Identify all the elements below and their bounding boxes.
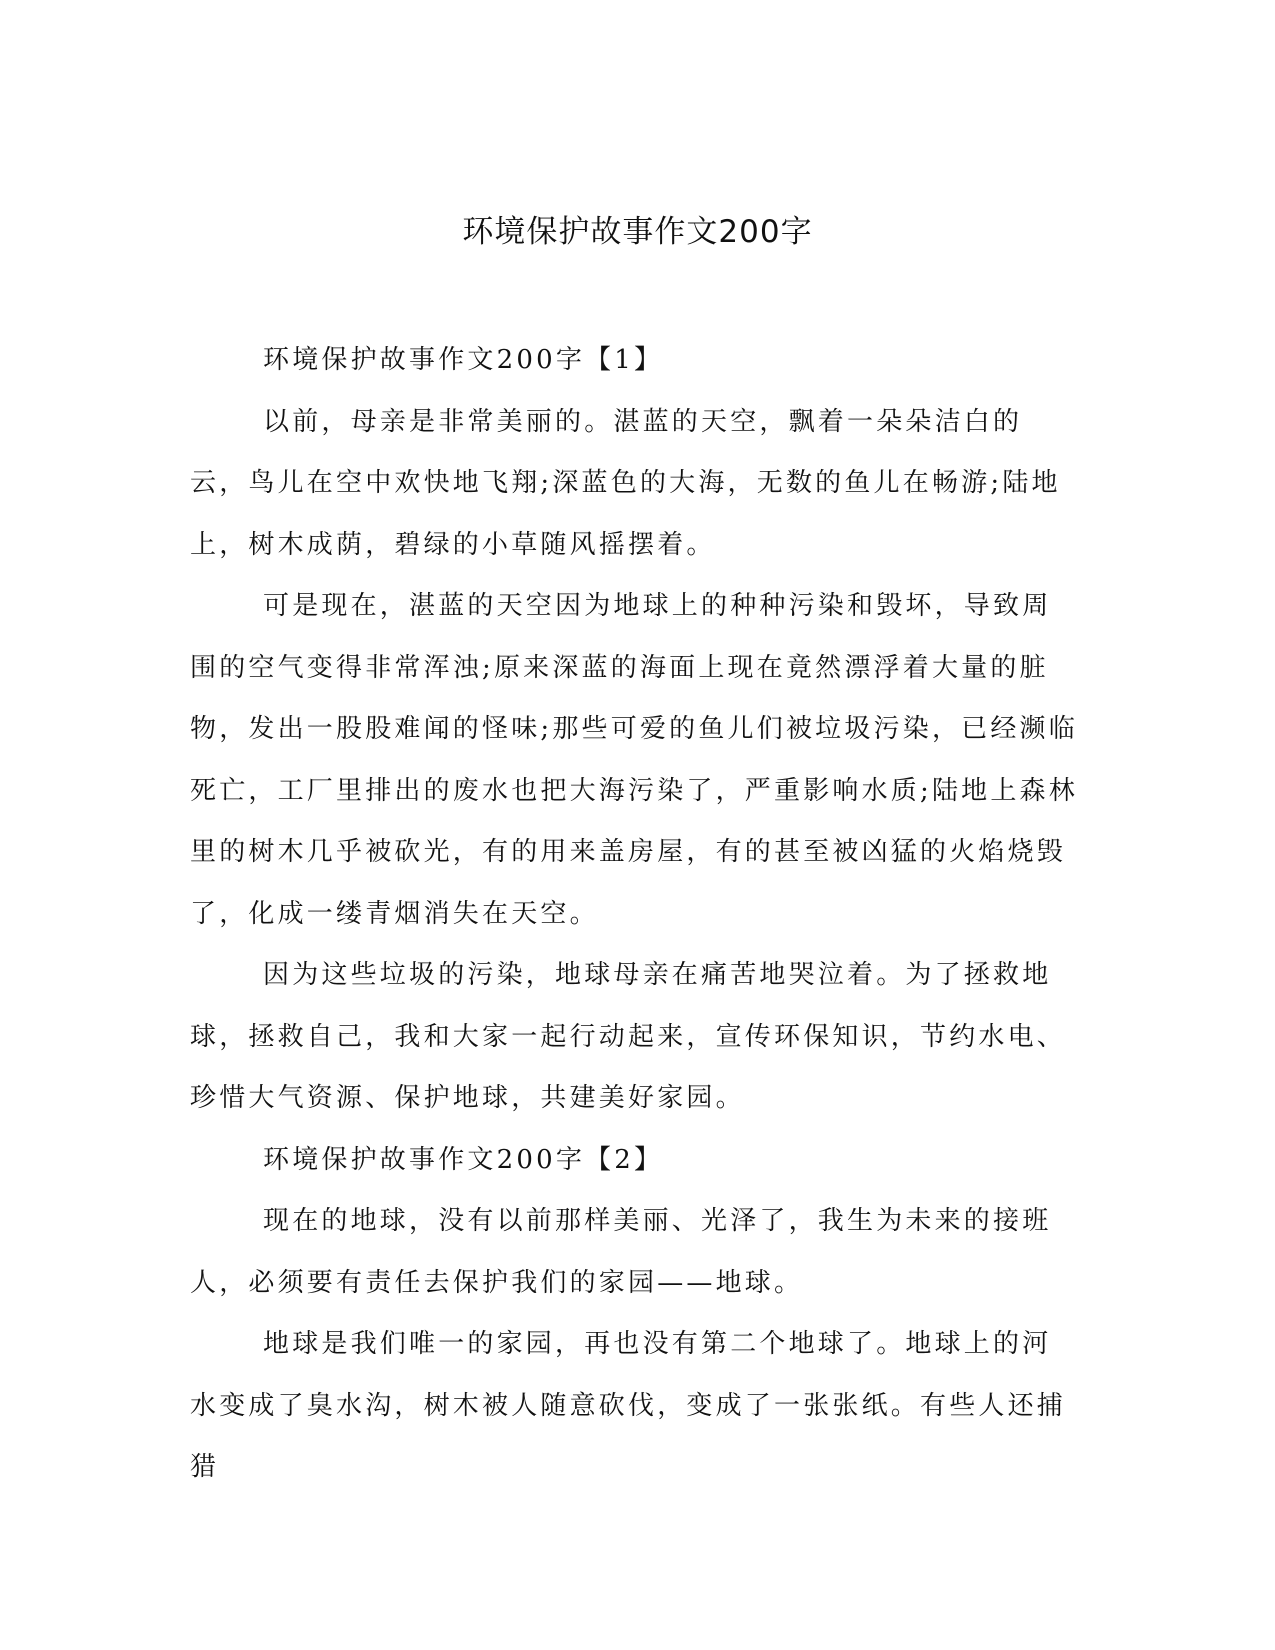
section-heading-1: 环境保护故事作文200字【1】 (263, 345, 664, 375)
section-heading-2: 环境保护故事作文200字【2】 (263, 1144, 664, 1175)
document-body (190, 330, 1080, 1499)
document-title: 环境保护故事作文200字 (462, 214, 813, 250)
paragraph: 以前，母亲是非常美丽的。湛蓝的天空，飘着一朵朵洁白的云，鸟儿在空中欢快地飞翔;深蓝色的大海，无数的鱼儿在畅游;陆地上，树木成荫，碧绿的小草随风摇摆着。 (190, 406, 1061, 560)
paragraph: 地球是我们唯一的家园，再也没有第二个地球了。地球上的河水变成了臭水沟，树木被人随意砍伐，变成了一张张纸。有些人还捕猎 (190, 1329, 1067, 1482)
paragraph: 现在的地球，没有以前那样美丽、光泽了，我生为未来的接班人，必须要有责任去保护我们的家园——地球。 (190, 1206, 1052, 1298)
paragraph: 可是现在，湛蓝的天空因为地球上的种种污染和毁坏，导致周围的空气变得非常浑浊;原来深蓝的海面上现在竟然漂浮着大量的脏物，发出一股股难闻的怪味;那些可爱的鱼儿们被垃圾污染，已经濒临死亡，工厂里排出的废水也把大海污染了，严重影响水质;陆地上森林里的树木几乎被砍光，有的用来盖房屋，有的甚至被凶猛的火焰烧毁了，化成一缕青烟消失在天空。 (190, 591, 1078, 929)
paragraph: 因为这些垃圾的污染，地球母亲在痛苦地哭泣着。为了拯救地球，拯救自己，我和大家一起行动起来，宣传环保知识，节约水电、珍惜大气资源、保护地球，共建美好家园。 (190, 960, 1067, 1113)
